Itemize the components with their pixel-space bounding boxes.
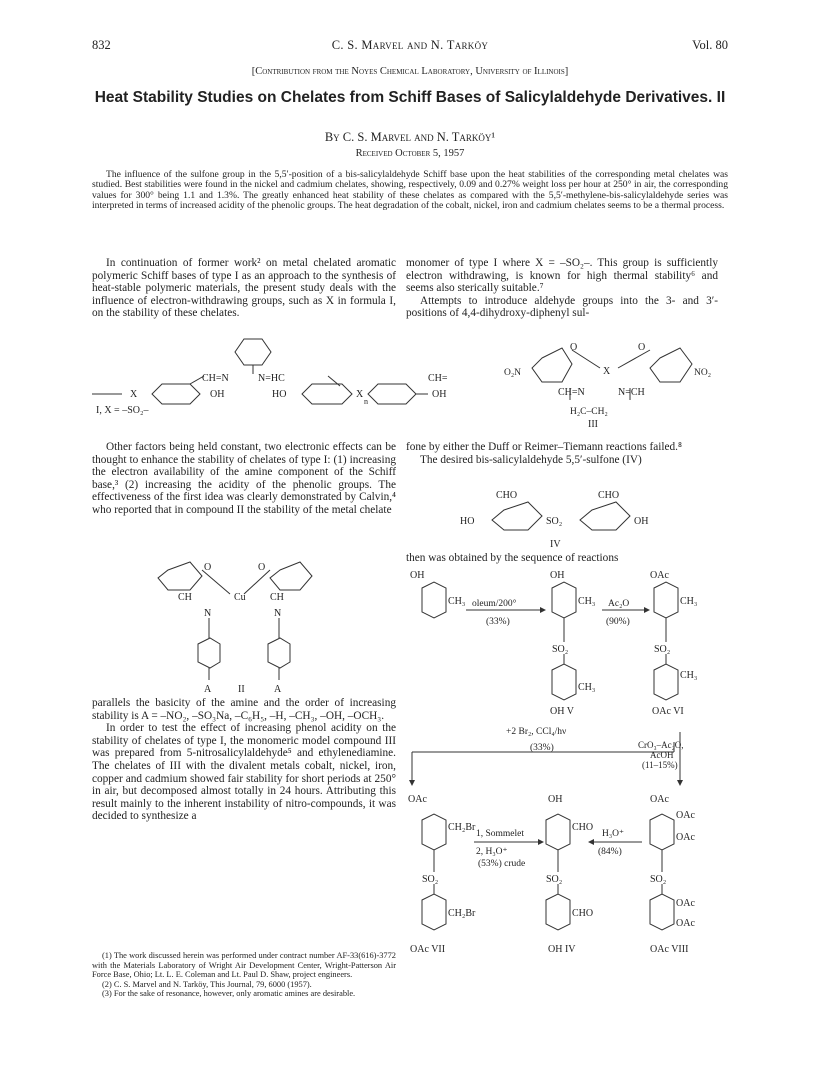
reagent-label: Ac₂O xyxy=(608,599,630,609)
structure-ring xyxy=(654,664,678,700)
structure-ii-diagram xyxy=(150,556,340,696)
footnote: (2) C. S. Marvel and N. Tarköy, This Journal, 79, 6000 (1957). xyxy=(102,979,312,989)
chem-label: X xyxy=(603,366,611,377)
chem-label: X xyxy=(356,389,364,400)
structure-ring xyxy=(650,814,674,850)
structure-iv-diagram xyxy=(456,482,686,552)
reagent-label: CrO₃–Ac₂O, xyxy=(638,740,684,750)
chem-label: HO xyxy=(272,389,287,400)
chem-label: N=CH xyxy=(618,387,645,398)
chem-label: OH xyxy=(210,389,225,400)
footnotes xyxy=(92,951,396,999)
body-paragraph: parallels the basicity of the amine and the order of increasing stability is A = –NO₂, –SO₃Na, –C₆H₅, –H, –CH₃, –OH, –OCH₃. xyxy=(92,697,396,722)
chem-label: OAc xyxy=(676,832,695,843)
chem-label: OAc xyxy=(650,794,669,805)
right-column-duff xyxy=(406,441,718,466)
structure-ring xyxy=(422,894,446,930)
structure-label: III xyxy=(588,419,598,430)
footnote: (1) The work discussed herein was performed under contract number AF-33(616)-3772 with the Materials Laboratory of Wright Air Development Center, Wright-Patterson Air Force Base, Ohio; Lt. L. E. Coleman and Lt. Paul D. Shaw, project engineers. xyxy=(92,951,396,980)
structure-ring xyxy=(546,894,570,930)
chem-label: SO₂ xyxy=(654,644,671,655)
chem-label: SO₂ xyxy=(552,644,569,655)
reagent-label: H₃O⁺ xyxy=(602,829,625,839)
chem-label: NO₂ xyxy=(694,368,712,378)
yield-label: (33%) xyxy=(486,617,510,627)
running-title: C. S. Marvel and N. Tarköy xyxy=(331,38,489,52)
structure-ring xyxy=(270,562,312,590)
right-column-sequence: then was obtained by the sequence of reactions xyxy=(406,552,619,564)
chem-label: OH xyxy=(634,516,649,527)
chem-label: CH= xyxy=(428,373,448,384)
structure-ring xyxy=(532,348,572,382)
received-date: Received October 5, 1957 xyxy=(355,148,465,159)
chem-label: N xyxy=(204,608,212,619)
arrowhead xyxy=(644,607,650,613)
compound-label: OH IV xyxy=(548,944,576,955)
chem-label: O xyxy=(258,562,266,573)
chem-label: HO xyxy=(460,516,475,527)
footnote: (3) For the sake of resonance, however, only aromatic amines are desirable. xyxy=(102,989,356,999)
chem-label: CH₃ xyxy=(578,596,596,607)
chem-label: O xyxy=(570,342,578,353)
chem-label: CH₂Br xyxy=(448,908,476,919)
body-paragraph: In continuation of former work² on metal chelated aromatic polymeric Schiff bases of type I as an approach to the synthesis of heat-stable polymeric materials, the present study deals with the influence of electron-withdrawing groups, such as X in formula I, on the stability of these chelates. xyxy=(92,257,396,320)
structure-ring xyxy=(492,502,542,530)
intro-paragraph xyxy=(92,257,396,320)
article-title: Heat Stability Studies on Chelates from Schiff Bases of Salicylaldehyde Derivatives. II xyxy=(94,89,726,106)
arrowhead xyxy=(409,780,415,786)
arrowhead xyxy=(677,780,683,786)
chem-label: OAc xyxy=(650,570,669,581)
body-paragraph: Other factors being held constant, two electronic effects can be thought to enhance the stability of chelates of type I: (1) increasing the electron availability of the amine component of the Schiff base,³ (2) increasing the acidity of the phenolic groups. The effectiveness of the first idea was clearly demonstrated by Calvin,⁴ who reported that in compound II the stability of the metal chelate xyxy=(92,441,396,516)
yield-label: (53%) crude xyxy=(478,859,526,869)
structure-ring xyxy=(552,582,576,618)
structure-label: II xyxy=(238,684,245,695)
chem-label: SO₂ xyxy=(422,874,439,885)
yield-label: (33%) xyxy=(530,743,554,753)
reagent-label: oleum/200° xyxy=(472,599,517,609)
left-column-factors xyxy=(92,441,396,517)
structure-ring xyxy=(654,582,678,618)
chem-label: OAc xyxy=(676,810,695,821)
structure-iii-diagram xyxy=(500,338,730,430)
structure-ring xyxy=(422,814,446,850)
yield-label: (90%) xyxy=(606,617,630,627)
body-paragraph: monomer of type I where X = –SO₂–. This group is sufficiently electron withdrawing, is known for high thermal stability⁶ and seems also sterically suitable.⁷ xyxy=(406,257,718,295)
chem-label: O xyxy=(204,562,212,573)
structure-ring xyxy=(152,384,200,404)
compound-label: OH V xyxy=(550,706,574,717)
structure-ring xyxy=(235,339,271,365)
compound-label: OAc VI xyxy=(652,706,684,717)
chem-label: OH xyxy=(548,794,563,805)
structure-ring xyxy=(546,814,570,850)
structure-ring xyxy=(158,562,202,590)
structure-ring xyxy=(268,638,290,668)
reagent-label: 1, Sommelet xyxy=(476,829,525,839)
chem-label: SO₂ xyxy=(650,874,667,885)
chem-label: OAc xyxy=(676,918,695,929)
structure-ring xyxy=(552,664,576,700)
chem-label: Cu xyxy=(234,592,246,603)
arrowhead xyxy=(540,607,546,613)
chem-label: OAc xyxy=(408,794,427,805)
body-paragraph: Attempts to introduce aldehyde groups into the 3- and 3′-positions of 4,4-dihydroxy-diphenyl sul- xyxy=(406,294,718,320)
chem-label: CH₃ xyxy=(578,682,596,693)
structure-ring xyxy=(368,384,416,404)
structure-label: IV xyxy=(550,539,561,550)
chem-label: CH xyxy=(270,592,284,603)
chem-label: N=HC xyxy=(258,373,285,384)
arrowhead xyxy=(588,839,594,845)
reagent-label: AcOH xyxy=(650,750,674,760)
chem-label: N xyxy=(274,608,282,619)
body-paragraph: fone by either the Duff or Reimer–Tiemann reactions failed.⁸ xyxy=(406,441,682,453)
structure-ring xyxy=(302,384,352,404)
compound-label: OAc VIII xyxy=(650,944,689,955)
volume-label: Vol. 80 xyxy=(692,38,728,52)
chem-label: CHO xyxy=(598,490,620,501)
reagent-label: +2 Br₂, CCl₄/hν xyxy=(506,727,567,737)
chem-label: CH xyxy=(178,592,192,603)
chem-label: SO₂ xyxy=(546,874,563,885)
yield-label: (11–15%) xyxy=(642,760,678,770)
contribution-line: [Contribution from the Noyes Chemical Laboratory, University of Illinois] xyxy=(251,66,569,77)
chem-label: OAc xyxy=(676,898,695,909)
chem-label: CH₃ xyxy=(680,596,698,607)
chem-label: O xyxy=(638,342,646,353)
byline: By C. S. Marvel and N. Tarköy¹ xyxy=(324,130,496,144)
chem-label: X xyxy=(130,389,138,400)
compound-label: OAc VII xyxy=(410,944,446,955)
structure-ring xyxy=(198,638,220,668)
chem-label: A xyxy=(204,684,212,695)
left-column-main xyxy=(92,697,396,823)
chem-label: CH₃ xyxy=(680,670,698,681)
reaction-scheme xyxy=(406,566,724,992)
chem-label: CH=N xyxy=(202,373,229,384)
reagent-label: 2, H₃O⁺ xyxy=(476,847,508,857)
structure-ring xyxy=(650,894,674,930)
chem-label: CHO xyxy=(496,490,518,501)
abstract: The influence of the sulfone group in the 5,5′-position of a bis-salicylaldehyde Schiff base upon the heat stabilities of the corresponding metal chelates was studied. Best stabilities were found in the nickel and cadmium chelates, showing, respectively, 0.09 and 0.27% weight loss per hour at 250° in air, the corresponding values for 300° being 1.1 and 1.3%. The greatly enhanced heat stability of these chelates as compared with the 5,5′-methylene-bis-salicylaldehyde series was interpreted in terms of increased acidity of the phenolic groups. The heat degradation of the cobalt, nickel, iron and cadmium chelates seems to be a thermal process. xyxy=(92,169,728,212)
chem-label: CH=N xyxy=(558,387,585,398)
structure-ring xyxy=(580,502,630,530)
body-paragraph: The desired bis-salicylaldehyde 5,5′-sulfone (IV) xyxy=(420,453,642,466)
structure-i-diagram xyxy=(92,336,512,416)
chem-label: CHO xyxy=(572,822,594,833)
body-paragraph: In order to test the effect of increasing phenol acidity on the stability of chelates of type I, the monomeric model compound III was prepared from 5-nitrosalicylaldehyde⁵ and ethylenediamine. The chelates of III with the divalent metals cobalt, nickel, iron, copper and cadmium showed fair stability for short periods at 250° in air, but decomposed almost totally in 24 hours. Attributing this result mainly to the inherent instability of nitro-compounds, it was decided to synthesize a xyxy=(92,722,396,823)
structure-label: I, X = –SO₂– xyxy=(96,405,149,416)
chem-label: H₂C–CH₂ xyxy=(570,407,608,417)
chem-label: CHO xyxy=(572,908,594,919)
chem-label: OH xyxy=(410,570,425,581)
chem-label: OH xyxy=(550,570,565,581)
chem-label: CH₃ xyxy=(448,596,466,607)
page-number: 832 xyxy=(92,38,111,52)
structure-ring xyxy=(422,582,446,618)
chem-label: O₂N xyxy=(504,368,522,378)
structure-ring xyxy=(650,348,692,382)
chem-label: A xyxy=(274,684,282,695)
chem-label: n xyxy=(364,397,368,406)
right-column-intro xyxy=(406,257,718,320)
yield-label: (84%) xyxy=(598,847,622,857)
chem-label: CH₂Br xyxy=(448,822,476,833)
chem-label: SO₂ xyxy=(546,516,563,527)
chem-label: OH xyxy=(432,389,447,400)
arrowhead xyxy=(538,839,544,845)
